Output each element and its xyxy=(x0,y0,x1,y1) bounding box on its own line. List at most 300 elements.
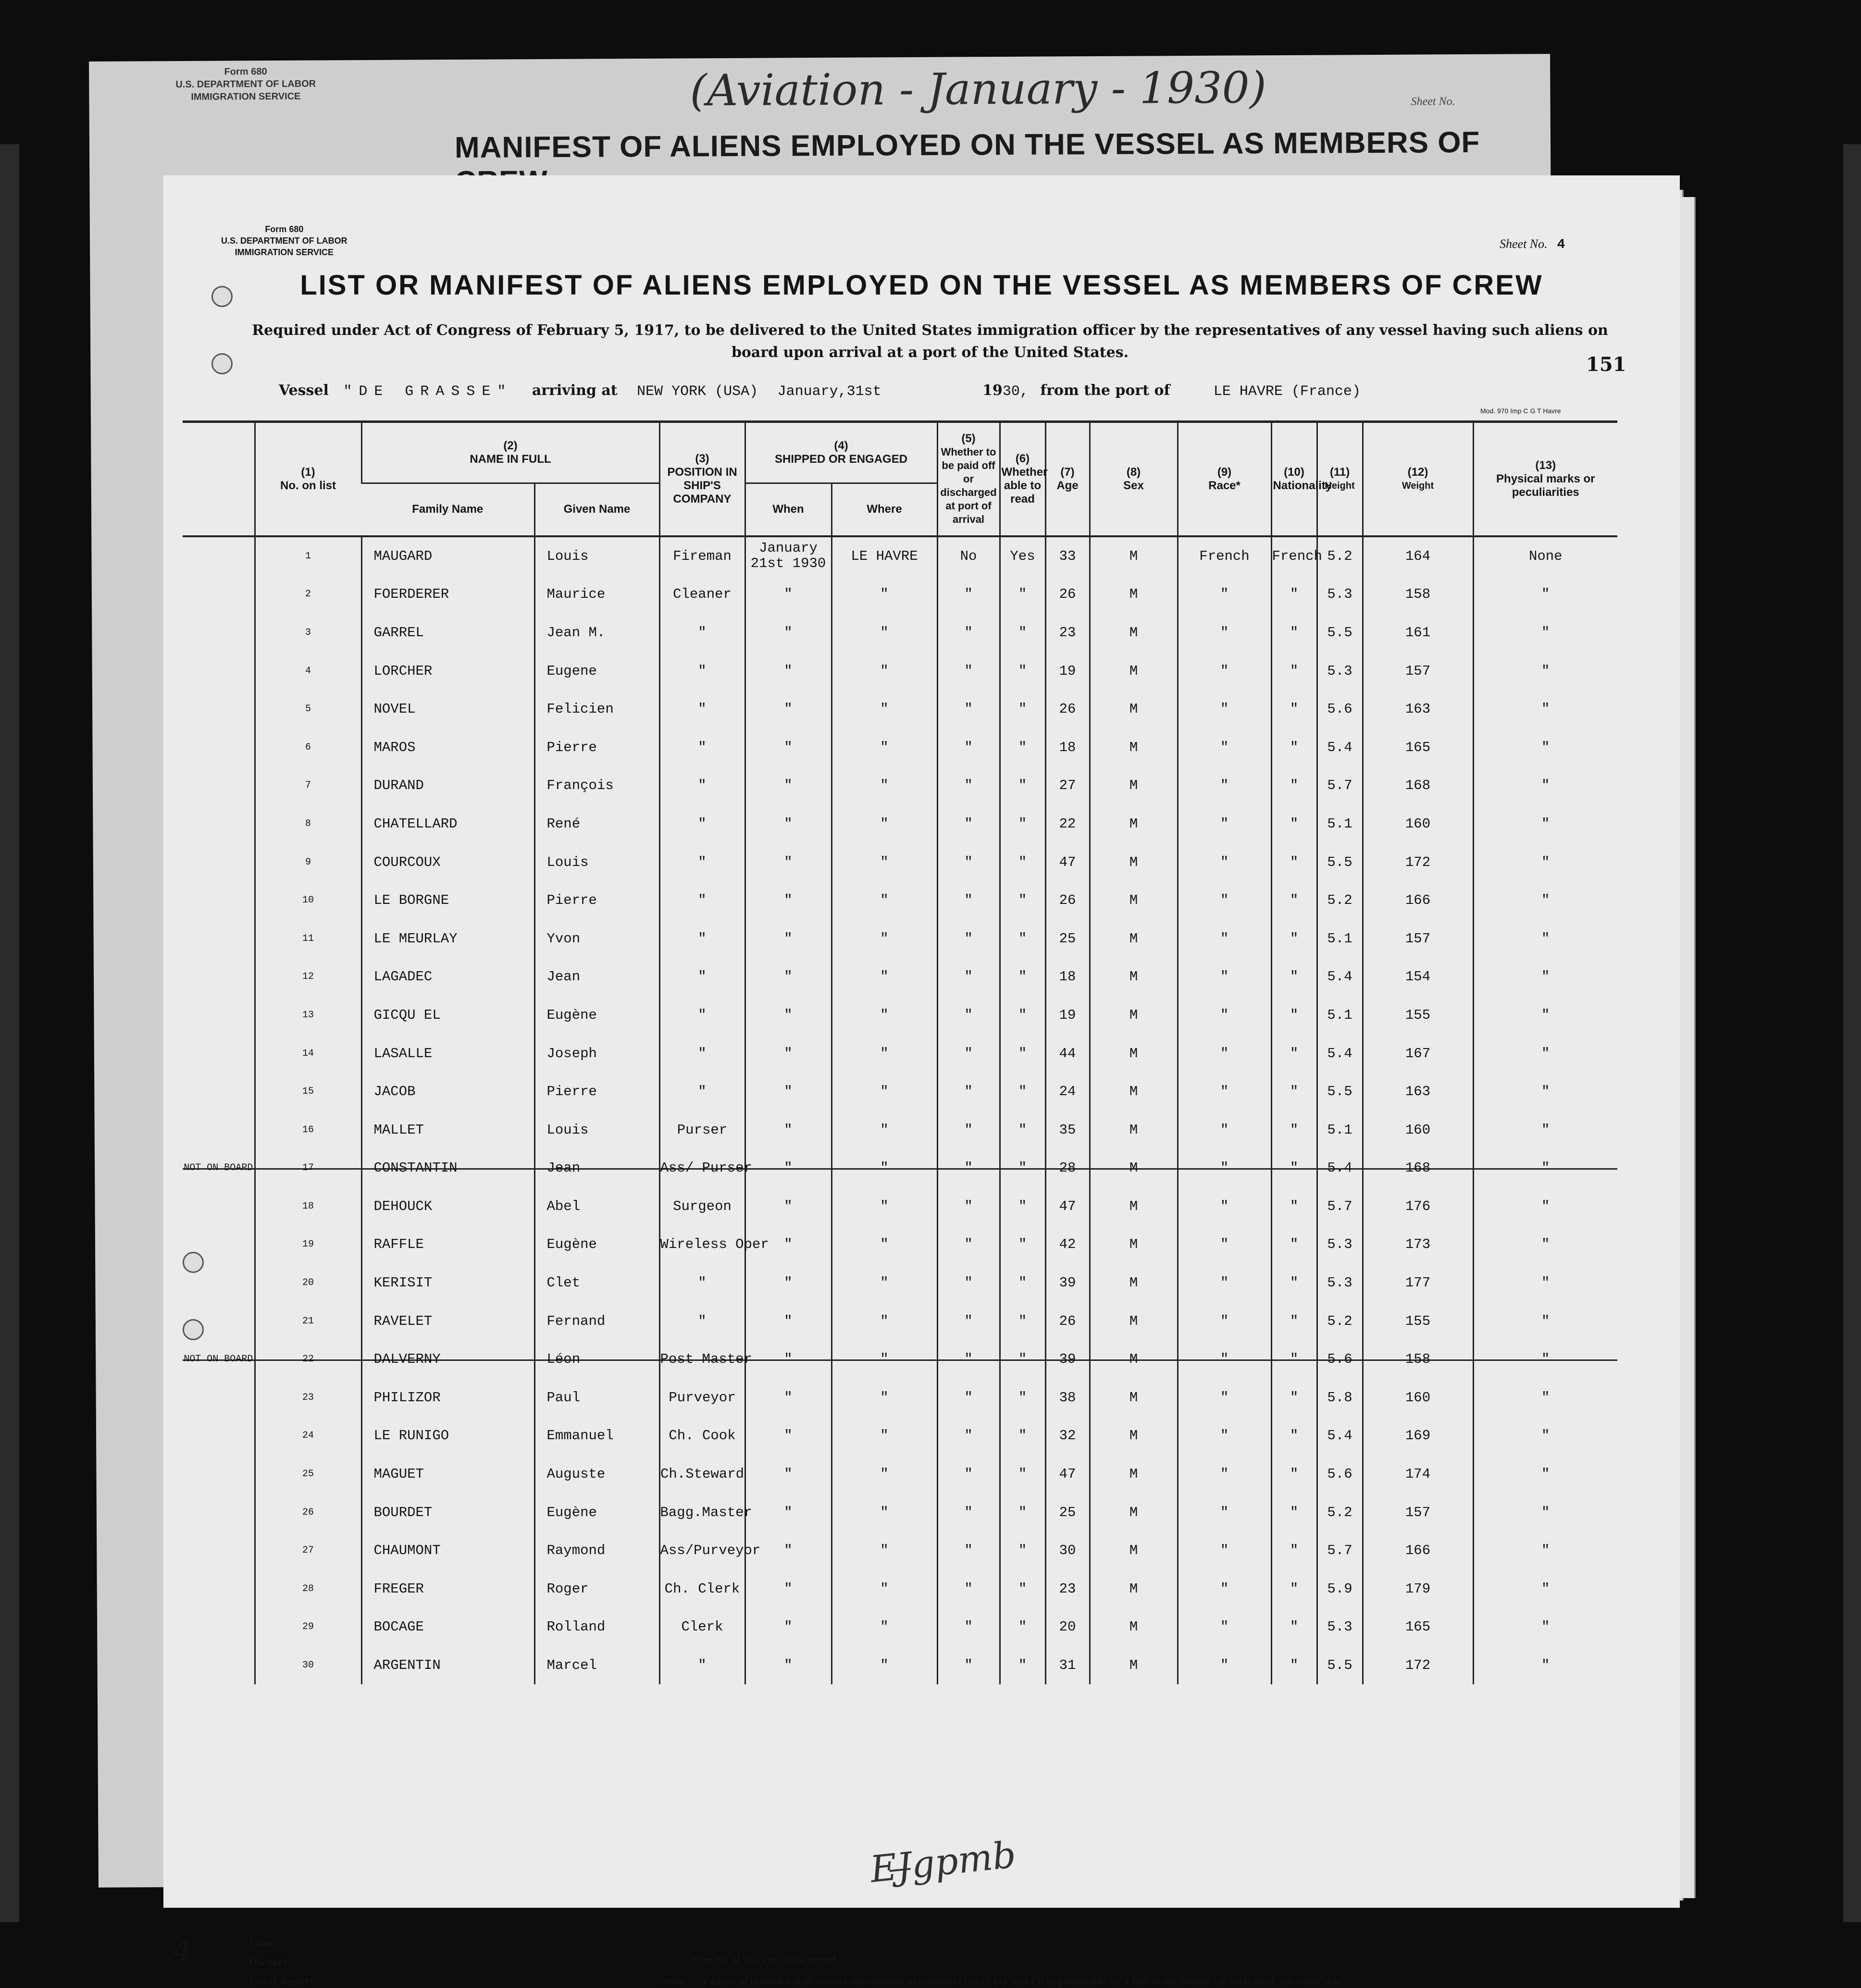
cell-height: 5.1 xyxy=(1317,1111,1363,1149)
row-annotation xyxy=(183,652,255,690)
cell-sex: M xyxy=(1090,843,1178,881)
page-subtitle: Required under Act of Congress of February 5, 1917, to be delivered to the United States immigration officer by the representatives of any vessel having such aliens on board upon arrival at a port of the United States. xyxy=(252,322,1608,361)
cell-read: " xyxy=(1000,843,1045,881)
cell-paid: " xyxy=(937,1225,1000,1264)
cell-sex: M xyxy=(1090,614,1178,652)
cell-where: " xyxy=(831,652,937,690)
row-annotation xyxy=(183,1073,255,1111)
cell-age: 23 xyxy=(1045,1570,1090,1608)
cell-marks: " xyxy=(1473,766,1617,805)
cell-position: " xyxy=(659,1073,745,1111)
cell-age: 28 xyxy=(1045,1149,1090,1187)
cell-paid: " xyxy=(937,1570,1000,1608)
cell-no: 7 xyxy=(255,766,361,805)
cell-where: " xyxy=(831,843,937,881)
cell-height: 5.5 xyxy=(1317,1646,1363,1685)
cell-marks: None xyxy=(1473,536,1617,576)
row-annotation xyxy=(183,1302,255,1340)
cell-read: " xyxy=(1000,1417,1045,1455)
cell-read: " xyxy=(1000,1455,1045,1494)
vessel-label: Vessel xyxy=(279,382,329,399)
cell-family: LASALLE xyxy=(361,1034,534,1073)
cell-race: " xyxy=(1178,881,1271,920)
cell-paid: " xyxy=(937,1302,1000,1340)
page-number: 151 xyxy=(1586,353,1626,376)
cell-sex: M xyxy=(1090,1570,1178,1608)
cell-nat: " xyxy=(1271,1493,1317,1531)
cell-where: " xyxy=(831,766,937,805)
cell-given: Raymond xyxy=(534,1531,659,1570)
cell-race: " xyxy=(1178,1149,1271,1187)
cell-weight: 173 xyxy=(1363,1225,1473,1264)
cell-nat: " xyxy=(1271,1073,1317,1111)
cell-where: " xyxy=(831,1149,937,1187)
header-col6: (6) Whether able to read xyxy=(1000,422,1045,536)
cell-marks: " xyxy=(1473,1570,1617,1608)
cell-when: " xyxy=(745,652,831,690)
cell-height: 5.4 xyxy=(1317,958,1363,996)
back-sheet-title: MANIFEST OF ALIENS EMPLOYED ON THE VESSEL AS MEMBERS OF xyxy=(454,125,1480,165)
cell-nat: " xyxy=(1271,1455,1317,1494)
cell-family: FREGER xyxy=(361,1570,534,1608)
cell-no: 24 xyxy=(255,1417,361,1455)
cell-read: " xyxy=(1000,805,1045,843)
cell-height: 5.4 xyxy=(1317,1034,1363,1073)
cell-position: " xyxy=(659,805,745,843)
cell-read: " xyxy=(1000,1034,1045,1073)
cell-weight: 155 xyxy=(1363,1302,1473,1340)
cell-race: " xyxy=(1178,766,1271,805)
cell-weight: 164 xyxy=(1363,536,1473,576)
cell-sex: M xyxy=(1090,1302,1178,1340)
cell-marks: " xyxy=(1473,1073,1617,1111)
cell-when: " xyxy=(745,1225,831,1264)
cell-no: 21 xyxy=(255,1302,361,1340)
cell-given: Jean xyxy=(534,1149,659,1187)
cell-race: " xyxy=(1178,1493,1271,1531)
table-row xyxy=(183,996,1617,1035)
row-annotation xyxy=(183,690,255,729)
from-port: LE HAVRE (France) xyxy=(1213,383,1361,400)
cell-given: Jean xyxy=(534,958,659,996)
cell-read: " xyxy=(1000,652,1045,690)
row-annotation xyxy=(183,1225,255,1264)
cell-race: " xyxy=(1178,1379,1271,1417)
cell-position: " xyxy=(659,766,745,805)
cell-nat: " xyxy=(1271,919,1317,958)
row-annotation xyxy=(183,1531,255,1570)
from-label: from the port of xyxy=(1040,382,1170,399)
cell-height: 5.3 xyxy=(1317,1264,1363,1302)
cell-nat: " xyxy=(1271,766,1317,805)
cell-age: 47 xyxy=(1045,1187,1090,1226)
cell-family: MAGUET xyxy=(361,1455,534,1494)
cell-read: " xyxy=(1000,1493,1045,1531)
cell-position: Ch.Steward xyxy=(659,1455,745,1494)
cell-read: " xyxy=(1000,958,1045,996)
cell-weight: 174 xyxy=(1363,1455,1473,1494)
cell-paid: " xyxy=(937,1073,1000,1111)
cell-no: 20 xyxy=(255,1264,361,1302)
cell-age: 18 xyxy=(1045,728,1090,766)
cell-nat: " xyxy=(1271,1149,1317,1187)
cell-no: 25 xyxy=(255,1455,361,1494)
cell-race: " xyxy=(1178,1302,1271,1340)
cell-position: Ass/Purveyor xyxy=(659,1531,745,1570)
table-row xyxy=(183,1455,1617,1494)
cell-paid: " xyxy=(937,1340,1000,1379)
cell-weight: 179 xyxy=(1363,1570,1473,1608)
table-row xyxy=(183,881,1617,920)
cell-position: Post Master xyxy=(659,1340,745,1379)
cell-weight: 155 xyxy=(1363,996,1473,1035)
row-annotation xyxy=(183,1646,255,1685)
cell-where: " xyxy=(831,996,937,1035)
cell-age: 25 xyxy=(1045,919,1090,958)
header-col11: (11) Height xyxy=(1317,422,1363,536)
cell-where: " xyxy=(831,1417,937,1455)
cell-height: 5.2 xyxy=(1317,1302,1363,1340)
cell-sex: M xyxy=(1090,881,1178,920)
cell-family: DALVERNY xyxy=(361,1340,534,1379)
cell-nat: French xyxy=(1271,536,1317,576)
cell-given: Pierre xyxy=(534,728,659,766)
cell-marks: " xyxy=(1473,1417,1617,1455)
cell-sex: M xyxy=(1090,1531,1178,1570)
cell-weight: 158 xyxy=(1363,1340,1473,1379)
cell-when: " xyxy=(745,958,831,996)
cell-given: Pierre xyxy=(534,1073,659,1111)
vessel-name: "DE GRASSE" xyxy=(343,383,513,400)
cell-weight: 168 xyxy=(1363,766,1473,805)
cell-given: René xyxy=(534,805,659,843)
cell-where: " xyxy=(831,919,937,958)
cell-where: " xyxy=(831,1608,937,1646)
cell-read: " xyxy=(1000,1608,1045,1646)
cell-no: 6 xyxy=(255,728,361,766)
races-footnote: *See list of races on back hereof. xyxy=(692,1953,839,1965)
cell-age: 18 xyxy=(1045,958,1090,996)
row-annotation xyxy=(183,805,255,843)
handwritten-note: (Aviation - January - 1930) xyxy=(690,62,1267,116)
table-row xyxy=(183,958,1617,996)
cell-marks: " xyxy=(1473,614,1617,652)
cell-race: " xyxy=(1178,1608,1271,1646)
cell-when: " xyxy=(745,766,831,805)
table-row xyxy=(183,728,1617,766)
row-annotation xyxy=(183,1379,255,1417)
cell-marks: " xyxy=(1473,1187,1617,1226)
cell-given: Yvon xyxy=(534,919,659,958)
cell-when: " xyxy=(745,1531,831,1570)
cell-weight: 169 xyxy=(1363,1417,1473,1455)
cell-given: Léon xyxy=(534,1340,659,1379)
cell-height: 5.7 xyxy=(1317,766,1363,805)
cell-family: JACOB xyxy=(361,1073,534,1111)
cell-family: LE BORGNE xyxy=(361,881,534,920)
cell-weight: 176 xyxy=(1363,1187,1473,1226)
cell-paid: " xyxy=(937,1493,1000,1531)
cell-where: " xyxy=(831,1493,937,1531)
row-annotation xyxy=(183,1455,255,1494)
row-annotation xyxy=(183,919,255,958)
cell-nat: " xyxy=(1271,690,1317,729)
row-annotation xyxy=(183,996,255,1035)
cell-nat: " xyxy=(1271,575,1317,614)
cell-no: 30 xyxy=(255,1646,361,1685)
cell-position: " xyxy=(659,728,745,766)
cell-no: 4 xyxy=(255,652,361,690)
punch-hole xyxy=(211,286,233,307)
cell-read: " xyxy=(1000,881,1045,920)
cell-sex: M xyxy=(1090,575,1178,614)
cell-read: " xyxy=(1000,614,1045,652)
cell-marks: " xyxy=(1473,690,1617,729)
table-row xyxy=(183,1340,1617,1379)
cell-race: " xyxy=(1178,1073,1271,1111)
cell-weight: 177 xyxy=(1363,1264,1473,1302)
cell-height: 5.4 xyxy=(1317,1149,1363,1187)
cell-family: RAFFLE xyxy=(361,1225,534,1264)
cell-height: 5.6 xyxy=(1317,1455,1363,1494)
cell-given: François xyxy=(534,766,659,805)
cell-position: Ass/ Purser xyxy=(659,1149,745,1187)
cell-paid: " xyxy=(937,728,1000,766)
cell-age: 39 xyxy=(1045,1340,1090,1379)
cell-paid: " xyxy=(937,1608,1000,1646)
cell-read: " xyxy=(1000,1111,1045,1149)
cell-family: LE MEURLAY xyxy=(361,919,534,958)
cell-height: 5.3 xyxy=(1317,1608,1363,1646)
table-row xyxy=(183,1073,1617,1111)
cell-sex: M xyxy=(1090,1340,1178,1379)
cell-family: GARREL xyxy=(361,614,534,652)
cell-where: " xyxy=(831,1264,937,1302)
cell-position: " xyxy=(659,652,745,690)
back-department: U.S. DEPARTMENT OF LABOR xyxy=(175,78,316,90)
cell-sex: M xyxy=(1090,1149,1178,1187)
cell-where: " xyxy=(831,728,937,766)
cell-paid: " xyxy=(937,1187,1000,1226)
cell-race: " xyxy=(1178,805,1271,843)
cell-marks: " xyxy=(1473,1531,1617,1570)
cell-age: 47 xyxy=(1045,843,1090,881)
cell-marks: " xyxy=(1473,1455,1617,1494)
cell-marks: " xyxy=(1473,996,1617,1035)
cell-when: " xyxy=(745,1187,831,1226)
cell-where: " xyxy=(831,1302,937,1340)
header-given-name: Given Name xyxy=(534,483,659,536)
cell-nat: " xyxy=(1271,1608,1317,1646)
cell-when: " xyxy=(745,1264,831,1302)
cell-when: " xyxy=(745,690,831,729)
cell-race: " xyxy=(1178,1034,1271,1073)
cell-age: 26 xyxy=(1045,1302,1090,1340)
cell-nat: " xyxy=(1271,1034,1317,1073)
header-col1: (1) No. on list xyxy=(255,422,361,536)
cell-weight: 163 xyxy=(1363,1073,1473,1111)
header-family-name: Family Name xyxy=(412,503,484,516)
cell-nat: " xyxy=(1271,1302,1317,1340)
header-col4: (4) SHIPPED OR ENGAGED xyxy=(745,422,937,483)
cell-height: 5.6 xyxy=(1317,690,1363,729)
cell-height: 5.5 xyxy=(1317,1073,1363,1111)
cell-sex: M xyxy=(1090,690,1178,729)
cell-paid: " xyxy=(937,805,1000,843)
cell-given: Abel xyxy=(534,1187,659,1226)
cell-when: " xyxy=(745,805,831,843)
cell-race: French xyxy=(1178,536,1271,576)
cell-paid: " xyxy=(937,575,1000,614)
cell-paid: " xyxy=(937,1149,1000,1187)
cell-height: 5.2 xyxy=(1317,1493,1363,1531)
cell-where: " xyxy=(831,958,937,996)
cell-paid: " xyxy=(937,958,1000,996)
cell-weight: 172 xyxy=(1363,1646,1473,1685)
cell-height: 5.4 xyxy=(1317,1417,1363,1455)
row-annotation xyxy=(183,958,255,996)
cell-given: Louis xyxy=(534,1111,659,1149)
cell-when: " xyxy=(745,843,831,881)
row-annotation: NOT ON BOARD xyxy=(184,1354,253,1365)
cell-given: Auguste xyxy=(534,1455,659,1494)
cell-paid: " xyxy=(937,1264,1000,1302)
cell-no: 3 xyxy=(255,614,361,652)
cell-family: RAVELET xyxy=(361,1302,534,1340)
table-row xyxy=(183,1111,1617,1149)
cell-where: " xyxy=(831,1225,937,1264)
cell-no: 27 xyxy=(255,1531,361,1570)
arriving-label: arriving at xyxy=(532,382,618,399)
cell-position: Surgeon xyxy=(659,1187,745,1226)
cell-given: Paul xyxy=(534,1379,659,1417)
cell-family: LE RUNIGO xyxy=(361,1417,534,1455)
cell-paid: No xyxy=(937,536,1000,576)
cell-where: " xyxy=(831,1570,937,1608)
cell-age: 19 xyxy=(1045,996,1090,1035)
cell-where: " xyxy=(831,1073,937,1111)
row-annotation xyxy=(183,728,255,766)
row-annotation xyxy=(183,1570,255,1608)
corner-mark: 4 xyxy=(173,1934,192,1968)
cell-marks: " xyxy=(1473,958,1617,996)
year-suffix: 30, xyxy=(1002,383,1029,400)
cell-read: " xyxy=(1000,1225,1045,1264)
table-row xyxy=(183,652,1617,690)
cell-paid: " xyxy=(937,690,1000,729)
cell-when: " xyxy=(745,575,831,614)
row-annotation xyxy=(183,881,255,920)
cell-position: Purser xyxy=(659,1111,745,1149)
table-row xyxy=(183,766,1617,805)
cell-family: MALLET xyxy=(361,1111,534,1149)
cell-race: " xyxy=(1178,1531,1271,1570)
row-annotation xyxy=(183,1111,255,1149)
cell-weight: 160 xyxy=(1363,805,1473,843)
cell-paid: " xyxy=(937,766,1000,805)
table-row xyxy=(183,805,1617,843)
cell-family: ARGENTIN xyxy=(361,1646,534,1685)
cell-sex: M xyxy=(1090,1187,1178,1226)
cell-height: 5.2 xyxy=(1317,536,1363,576)
cell-position: " xyxy=(659,1302,745,1340)
cell-given: Louis xyxy=(534,843,659,881)
cell-no: 29 xyxy=(255,1608,361,1646)
cell-race: " xyxy=(1178,843,1271,881)
row-annotation xyxy=(183,575,255,614)
cell-sex: M xyxy=(1090,919,1178,958)
cell-when: " xyxy=(745,1493,831,1531)
cell-family: MAUGARD xyxy=(361,536,534,576)
header-col10: (10) Nationality xyxy=(1271,422,1317,536)
cell-weight: 163 xyxy=(1363,690,1473,729)
cell-sex: M xyxy=(1090,805,1178,843)
cell-sex: M xyxy=(1090,1073,1178,1111)
row-annotation xyxy=(183,614,255,652)
cell-nat: " xyxy=(1271,614,1317,652)
cell-family: CONSTANTIN xyxy=(361,1149,534,1187)
table-row xyxy=(183,1302,1617,1340)
row-annotation xyxy=(183,1264,255,1302)
blank-margin-header xyxy=(183,422,255,536)
cell-weight: 172 xyxy=(1363,843,1473,881)
cell-paid: " xyxy=(937,919,1000,958)
cell-weight: 165 xyxy=(1363,728,1473,766)
cell-sex: M xyxy=(1090,1264,1178,1302)
row-annotation xyxy=(183,536,255,576)
cell-when: " xyxy=(745,919,831,958)
cell-paid: " xyxy=(937,996,1000,1035)
cell-when: " xyxy=(745,614,831,652)
back-sheet-label: Sheet No. xyxy=(1411,95,1455,108)
cell-race: " xyxy=(1178,652,1271,690)
header-col13: (13) Physical marks or peculiarities xyxy=(1473,422,1617,536)
cell-race: " xyxy=(1178,1187,1271,1226)
header-col12: (12) Weight xyxy=(1363,422,1473,536)
cell-race: " xyxy=(1178,1570,1271,1608)
cell-sex: M xyxy=(1090,1111,1178,1149)
cell-age: 26 xyxy=(1045,690,1090,729)
row-annotation: NOT ON BOARD xyxy=(184,1162,253,1174)
cell-position: " xyxy=(659,919,745,958)
table-row xyxy=(183,1187,1617,1226)
cell-weight: 166 xyxy=(1363,1531,1473,1570)
cell-when: " xyxy=(745,1302,831,1340)
cell-sex: M xyxy=(1090,958,1178,996)
cell-position: Ch. Clerk xyxy=(659,1570,745,1608)
cell-position: " xyxy=(659,690,745,729)
cell-height: 5.7 xyxy=(1317,1531,1363,1570)
cell-read: " xyxy=(1000,1379,1045,1417)
cell-read: " xyxy=(1000,1531,1045,1570)
cell-weight: 160 xyxy=(1363,1379,1473,1417)
cell-position: Wireless Oper xyxy=(659,1225,745,1264)
cell-read: " xyxy=(1000,1264,1045,1302)
cell-when: " xyxy=(745,728,831,766)
cell-when: " xyxy=(745,1149,831,1187)
cell-height: 5.1 xyxy=(1317,805,1363,843)
cell-age: 22 xyxy=(1045,805,1090,843)
cell-sex: M xyxy=(1090,536,1178,576)
cell-family: MAROS xyxy=(361,728,534,766)
cell-nat: " xyxy=(1271,1111,1317,1149)
cell-weight: 165 xyxy=(1363,1608,1473,1646)
cell-family: LORCHER xyxy=(361,652,534,690)
cell-no: 16 xyxy=(255,1111,361,1149)
cell-given: Fernand xyxy=(534,1302,659,1340)
sheet-label: Sheet No. xyxy=(1500,237,1548,251)
cell-race: " xyxy=(1178,1264,1271,1302)
